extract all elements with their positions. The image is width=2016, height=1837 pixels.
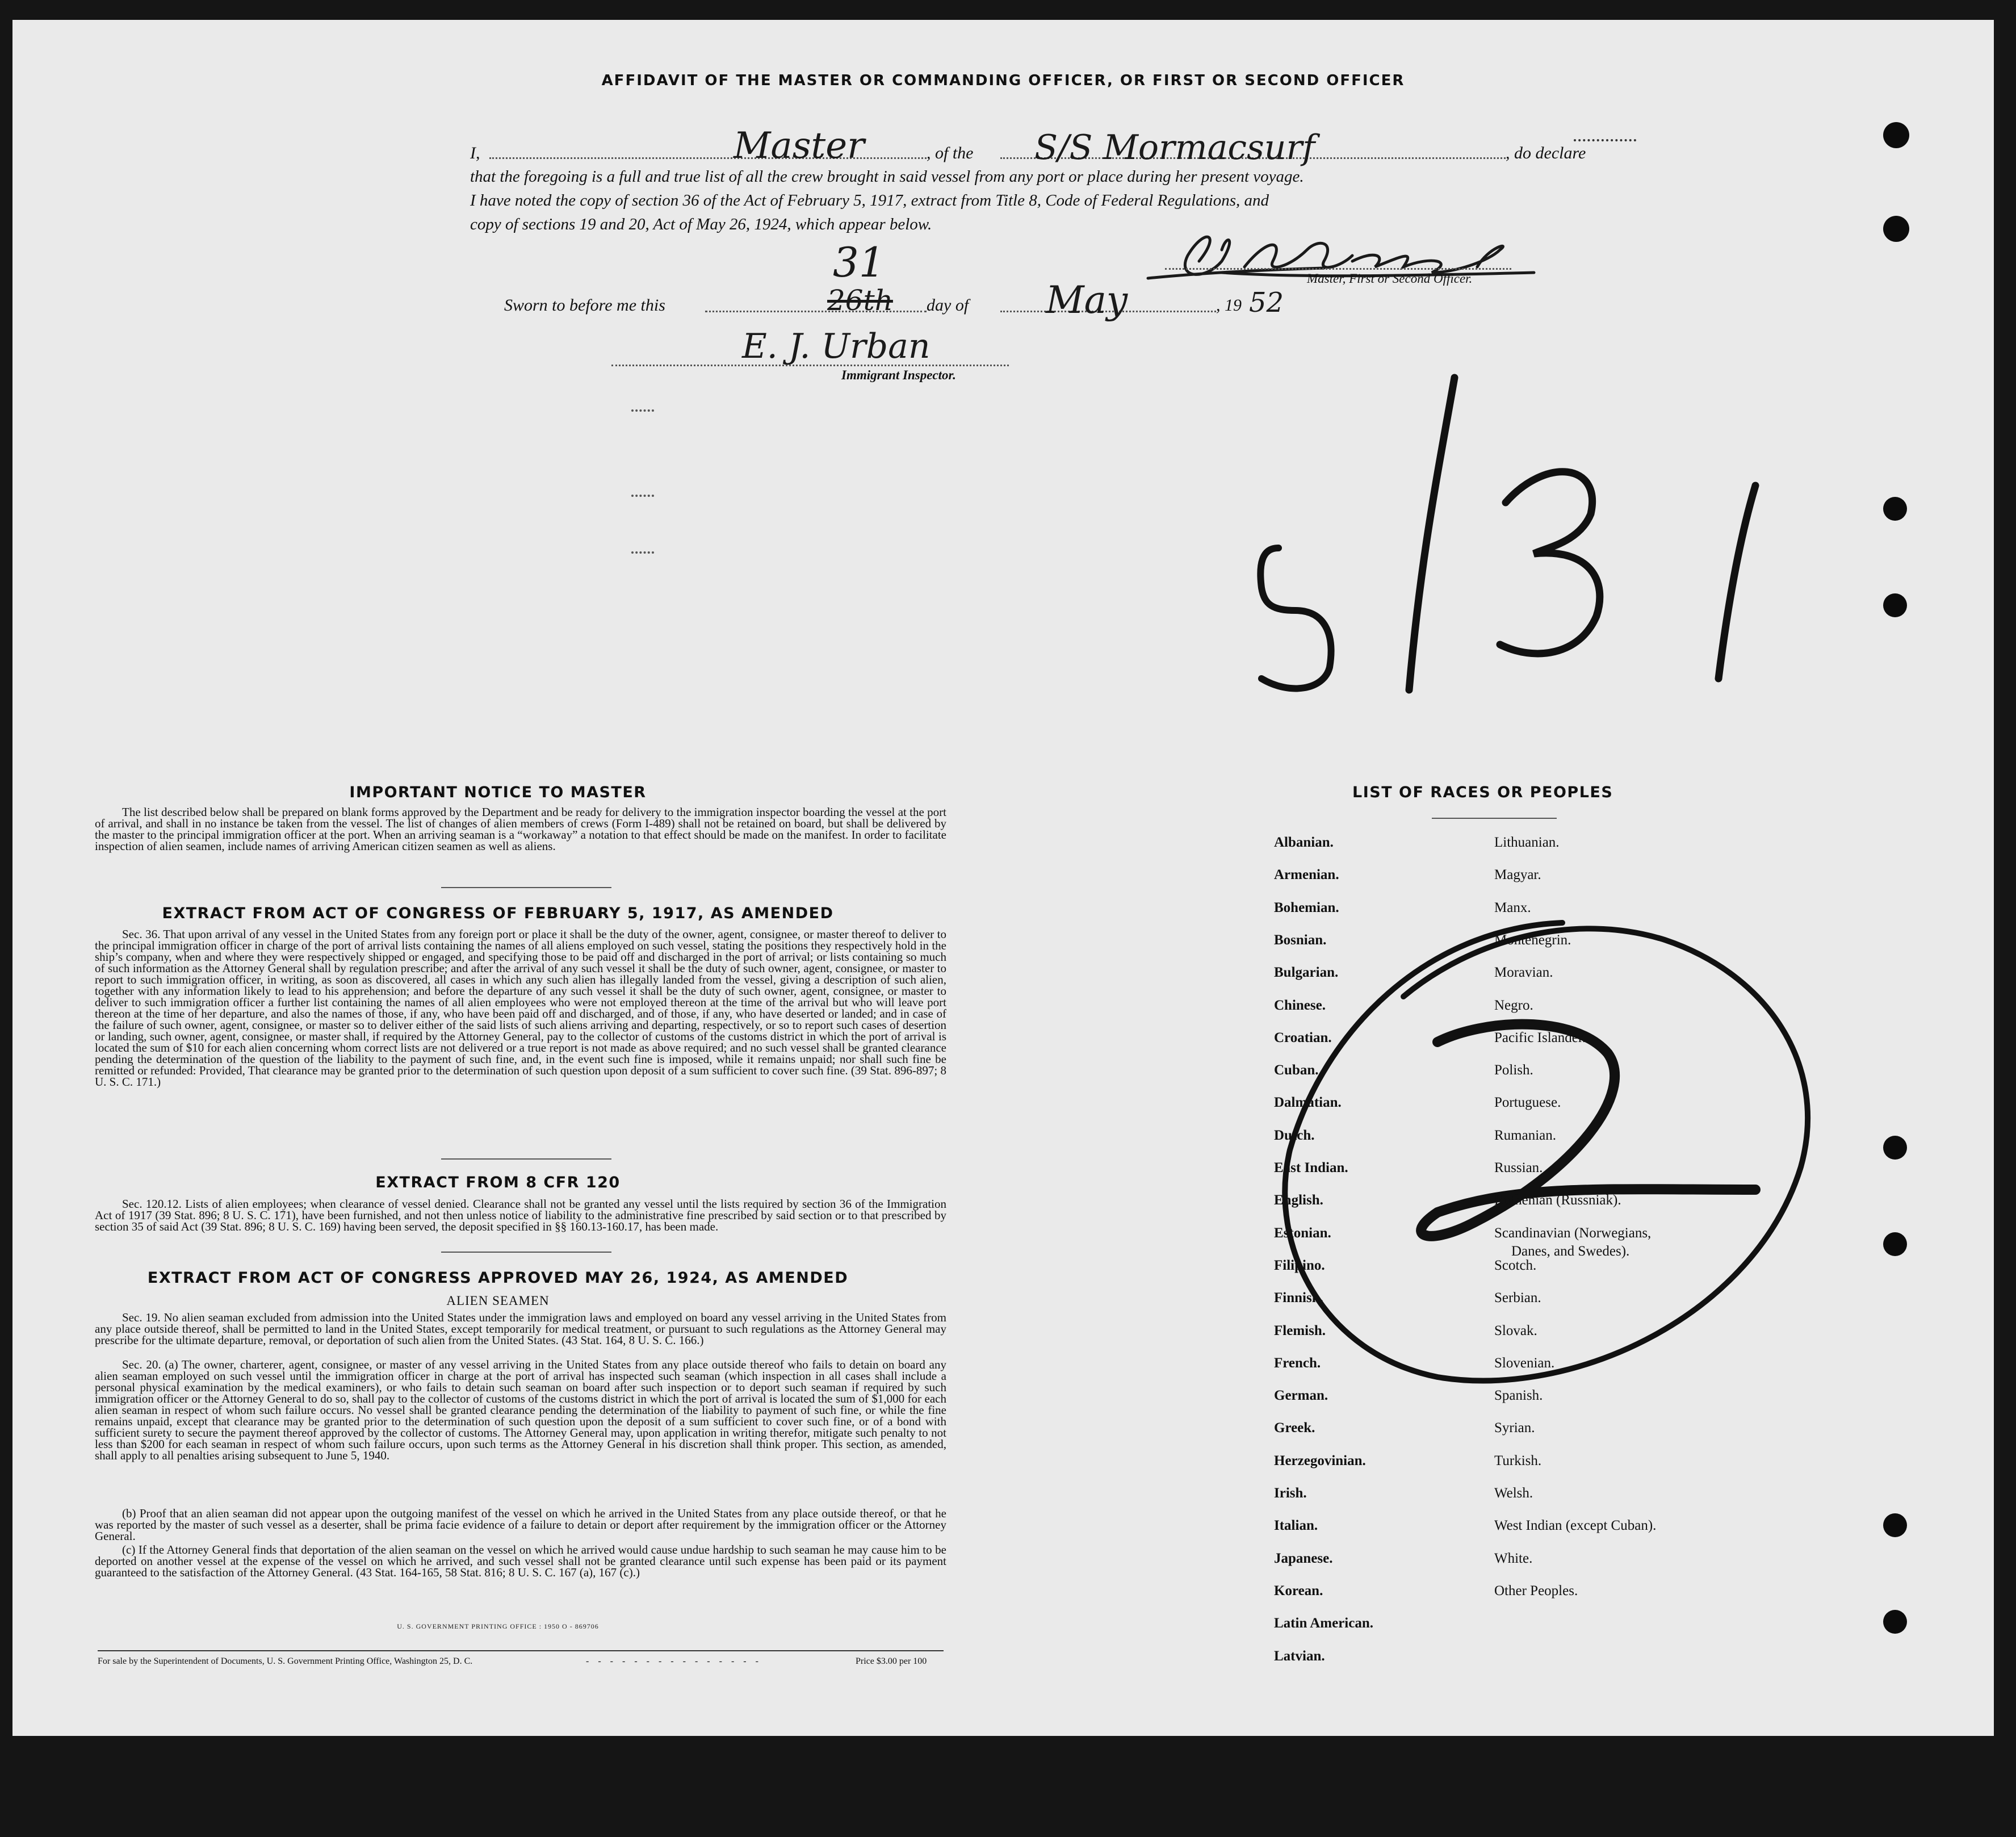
declaration-line4: copy of sections 19 and 20, Act of May 26, 1924, which appear below. (470, 215, 932, 233)
race-item: German. (1274, 1388, 1328, 1403)
race-item: Danes, and Swedes). (1511, 1244, 1630, 1259)
race-item: White. (1494, 1551, 1533, 1566)
race-item: Bohemian. (1274, 900, 1339, 915)
punch-hole (1883, 122, 1909, 148)
punch-hole (1883, 1136, 1907, 1160)
extract-cfr-title: EXTRACT FROM 8 CFR 120 (375, 1174, 621, 1191)
inspector-caption: Immigrant Inspector. (841, 368, 956, 382)
punch-hole (1883, 1513, 1907, 1537)
footer-dashes: - - - - - - - - - - - - - - - (586, 1656, 762, 1666)
extract-cfr-body: Sec. 120.12. Lists of alien employees; when clearance of vessel denied. Clearance shall not be granted any vessel until the lists required by section 36 of the Immigration Act of 1917 (39 Stat. 896; 8 U. S. C. 171), have been furnished, and not then unless notice of liability to the administrative fine prescribed by said section or to that prescribed by section 35 of said Act (39 Stat. 896; 8 U. S. C. 169) having been served, the deposit specified in §§ 160.13-160.17, has been made. (95, 1197, 946, 1233)
punch-hole (1883, 216, 1909, 242)
race-item: Rumanian. (1494, 1128, 1557, 1143)
extract-1917-body: Sec. 36. That upon arrival of any vessel in the United States from any foreign port or place it shall be the duty of the owner, agent, consignee, or master thereof to deliver to the principal immigration officer in charge of the port of arrival lists containing the names of all aliens employed on such vessel, stating the positions they respectively hold in the ship’s company, when and where they were respectively shipped or engaged, and specifying those to be paid off and discharged in the port of arrival; or lists containing so much of such information as the Attorney General shall by regulation prescribe; and after the arrival of any such vessel it shall be the duty of such owner, agent, consignee, or master to report to such immigration officer, in writing, as soon as discovered, all cases in which any such alien has illegally landed from the vessel, giving a description of such alien, together with any information likely to lead to his apprehension; and before the departure of any such vessel it shall be the duty of such owner, agent, consignee, or master to deliver to such immigration officer a further list containing the names of all alien employees who were not employed thereon at the time of the arrival but who will leave port thereon at the time of her departure, and also the names of those, if any, who have been paid off and discharged, and of those, if any, who have deserted or landed; and in case of the failure of such owner, agent, consignee, or master so to deliver either of the said lists of such aliens arriving and departing, respectively, or so to report such cases of desertion or landing, such owner, agent, consignee, or master shall, if required by the Attorney General, pay to the collector of customs of the customs district in which the port of arrival is located the sum of $10 for each alien concerning whom correct lists are not delivered or a true report is not made as above required; and no such vessel shall be granted clearance pending the determination of the question of the liability to the payment of such fine, and, in the event such fine is imposed, while it remains unpaid; nor shall such fine be remitted or refunded: Provided, That clearance may be granted prior to the determination of such question upon deposit of a sum sufficient to cover such fine. (39 Stat. 896-897; 8 U. S. C. 171.) (95, 927, 946, 1089)
race-item: French. (1274, 1355, 1321, 1371)
race-item: English. (1274, 1192, 1323, 1208)
dot-mark-3 (631, 551, 654, 554)
race-item: Greek. (1274, 1420, 1315, 1436)
declaration-of-the: , of the (927, 144, 974, 162)
race-item: Cuban. (1274, 1062, 1319, 1078)
race-item: Portuguese. (1494, 1095, 1561, 1110)
race-item: Italian. (1274, 1518, 1318, 1533)
race-item: Croatian. (1274, 1030, 1332, 1045)
sworn-day-struck: 26th (827, 284, 893, 317)
race-item: Pacific Islander. (1494, 1030, 1586, 1045)
race-item: Latin American. (1274, 1616, 1373, 1631)
races-divider (1432, 818, 1557, 819)
race-item: Irish. (1274, 1485, 1307, 1501)
race-item: Magyar. (1494, 867, 1541, 882)
race-item: Manx. (1494, 900, 1531, 915)
race-item: Flemish. (1274, 1323, 1326, 1338)
race-item: Dutch. (1274, 1128, 1315, 1143)
race-item: Montenegrin. (1494, 932, 1571, 948)
dot-mark-top (1574, 139, 1636, 141)
race-item: East Indian. (1274, 1160, 1348, 1175)
sworn-day-of: day of (927, 296, 969, 315)
race-item: Filipino. (1274, 1258, 1325, 1273)
day-blank-line (705, 311, 927, 312)
vessel-handwritten: S/S Mormacsurf (1034, 128, 1315, 168)
race-item: Scandinavian (Norwegians, (1494, 1225, 1652, 1241)
race-item: Slovenian. (1494, 1355, 1555, 1371)
punch-hole (1883, 1232, 1907, 1256)
declaration-line3: I have noted the copy of section 36 of the Act of February 5, 1917, extract from Title 8, Code of Federal Regulations, and (470, 191, 1269, 210)
punch-hole (1883, 497, 1907, 521)
race-item: Slovak. (1494, 1323, 1537, 1338)
master-signature-line (1165, 268, 1511, 270)
footer-rule (98, 1650, 944, 1651)
extract-1924-title: EXTRACT FROM ACT OF CONGRESS APPROVED MAY 26, 1924, AS AMENDED (147, 1269, 849, 1287)
extract-1924-sec20a: Sec. 20. (a) The owner, charterer, agent, consignee, or master of any vessel arriving in the United States from any place outside thereof who fails to detain on board any alien seaman employed on such vessel until the immigration officer in charge at the port of arrival has inspected such seaman (which inspection in all cases shall include a personal physical examination by the medical examiners), or who fails to detain such seaman on board after such inspection or to deport such seaman if required by such immigration officer or the Attorney General to do so, shall pay to the collector of customs of the customs district in which the port of arrival is located the sum of $1,000 for each alien seaman in respect of whom such failure occurs. No vessel shall be granted clearance pending the determination of the liability to payment of such fine, or while the fine remains unpaid, except that clearance may be granted prior to the determination of such question upon the deposit of a sum sufficient to cover such fine, or of a bond with sufficient surety to secure the payment thereof approved by the collector of customs. The Attorney General may, upon application in writing therefor, mitigate such penalty to not less than $200 for each seaman in respect of whom such failure occurs, upon such terms as the Attorney General in his discretion shall think proper. This section, as amended, shall apply to all penalties arising subsequent to June 5, 1940. (95, 1358, 946, 1462)
race-item: Ruthenian (Russniak). (1494, 1192, 1621, 1208)
race-item: Armenian. (1274, 867, 1339, 882)
sworn-label: Sworn to before me this (504, 296, 665, 315)
affidavit-page (12, 20, 1994, 1736)
master-signature-caption: Master, First or Second Officer. (1307, 271, 1473, 286)
race-item: Serbian. (1494, 1290, 1541, 1305)
dot-mark-1 (631, 409, 654, 412)
notice-body: The list described below shall be prepared on blank forms approved by the Department and be ready for delivery to the immigration inspector boarding the vessel at the port of arrival, and shall in no instance be taken from the vessel. The list of changes of alien members of crews (Form I-489) shall not be retained on board, but shall be delivered by the master to the principal immigration officer at the port. When an arriving seaman is a “workaway” a notation to that effect should be made on the manifest. In order to facilitate inspection of alien seamen, include names of arriving American citizen seamen as well as aliens. (95, 805, 946, 853)
affidavit-title: AFFIDAVIT OF THE MASTER OR COMMANDING OFFICER, OR FIRST OR SECOND OFFICER (601, 72, 1405, 89)
extract-1924-sec20c: (c) If the Attorney General finds that deportation of the alien seaman on the vessel on which he arrived would cause undue hardship to such seaman he may cause him to be deported on another vessel at the expense of the vessel on which he arrived, and such vessel shall not be granted clearance until such expense has been paid or its payment guaranteed to the satisfaction of the Attorney General. (43 Stat. 164-165, 58 Stat. 816; 8 U. S. C. 167 (a), 167 (c).) (95, 1543, 946, 1579)
race-item: Spanish. (1494, 1388, 1543, 1403)
race-item: Korean. (1274, 1583, 1323, 1599)
large-date-mark (1239, 361, 1807, 701)
price-line: Price $3.00 per 100 (856, 1656, 927, 1666)
master-signature (1137, 216, 1551, 301)
race-item: Herzegovinian. (1274, 1453, 1366, 1468)
race-item: Albanian. (1274, 835, 1334, 850)
inspector-signature: E. J. Urban (742, 327, 931, 366)
divider-1 (441, 887, 611, 888)
sworn-year-prefix: , 19 (1216, 296, 1242, 315)
punch-hole (1883, 593, 1907, 617)
race-item: Moravian. (1494, 965, 1553, 980)
race-item: Welsh. (1494, 1485, 1533, 1501)
race-item: Bulgarian. (1274, 965, 1339, 980)
race-item: Scotch. (1494, 1258, 1537, 1273)
race-item: Syrian. (1494, 1420, 1535, 1436)
extract-1924-subtitle: ALIEN SEAMEN (446, 1294, 550, 1308)
extract-1924-sec20b: (b) Proof that an alien seaman did not appear upon the outgoing manifest of the vessel on which he arrived in the United States from any place outside thereof, or that he was reported by the master of such vessel as a deserter, shall be prima facie evidence of a failure to detain or deport after requirement by the immigration officer or the Attorney General. (95, 1507, 946, 1543)
race-item: Other Peoples. (1494, 1583, 1578, 1599)
declaration-i: I, (470, 144, 480, 162)
races-title: LIST OF RACES OR PEOPLES (1352, 784, 1613, 801)
rank-handwritten: Master (734, 125, 865, 167)
for-sale-line: For sale by the Superintendent of Documents, U. S. Government Printing Office, Washington 25, D. C. (98, 1656, 473, 1666)
declaration-line2: that the foregoing is a full and true list of all the crew brought in said vessel from any port or place during her present voyage. (470, 168, 1304, 186)
race-item: Lithuanian. (1494, 835, 1560, 850)
race-item: Finnish. (1274, 1290, 1323, 1305)
race-item: Japanese. (1274, 1551, 1333, 1566)
notice-title: IMPORTANT NOTICE TO MASTER (349, 784, 647, 801)
race-item: Dalmatian. (1274, 1095, 1342, 1110)
punch-hole (1883, 1610, 1907, 1634)
sworn-month-handwritten: May (1046, 278, 1128, 322)
race-item: West Indian (except Cuban). (1494, 1518, 1657, 1533)
race-item: Latvian. (1274, 1648, 1325, 1664)
declaration-do-declare: , do declare (1506, 144, 1586, 162)
inspector-signature-line (611, 365, 1009, 366)
race-item: Bosnian. (1274, 932, 1327, 948)
printing-office-line: U. S. GOVERNMENT PRINTING OFFICE : 1950 O - 869706 (397, 1622, 599, 1630)
extract-1917-title: EXTRACT FROM ACT OF CONGRESS OF FEBRUARY 5, 1917, AS AMENDED (162, 905, 834, 922)
race-item: Russian. (1494, 1160, 1543, 1175)
race-item: Estonian. (1274, 1225, 1331, 1241)
race-item: Chinese. (1274, 998, 1326, 1013)
dot-mark-2 (631, 495, 654, 497)
race-item: Turkish. (1494, 1453, 1542, 1468)
race-item: Negro. (1494, 998, 1533, 1013)
extract-1924-sec19: Sec. 19. No alien seaman excluded from admission into the United States under the immigration laws and employed on board any vessel arriving in the United States from any place outside thereof, shall be permitted to land in the United States, except temporarily for medical treatment, or pursuant to such regulations as the Attorney General may prescribe for the ultimate departure, removal, or deportation of such alien from the United States. (43 Stat. 164, 8 U. S. C. 166.) (95, 1311, 946, 1347)
sworn-day-handwritten: 31 (833, 238, 885, 286)
sworn-year-handwritten: 52 (1249, 287, 1284, 319)
divider-3 (441, 1252, 611, 1253)
divider-2 (441, 1158, 611, 1160)
race-item: Polish. (1494, 1062, 1533, 1078)
